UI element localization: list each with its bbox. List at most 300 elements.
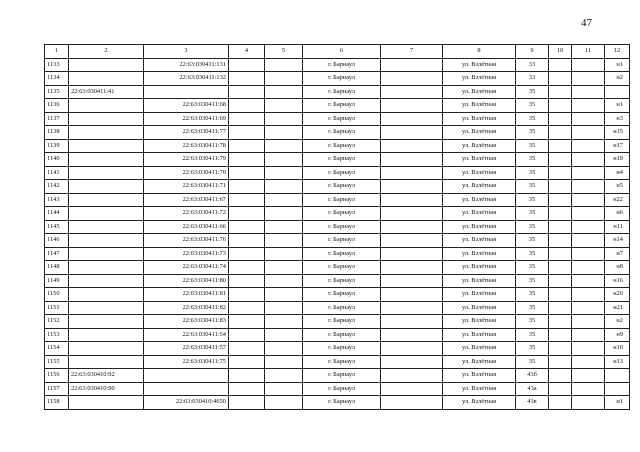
col5-cell <box>265 99 303 113</box>
premises-number-cell <box>605 369 630 383</box>
premises-number-cell: н20 <box>605 288 630 302</box>
col4-cell <box>229 153 265 167</box>
col7-cell <box>381 274 443 288</box>
row-number-cell: 1152 <box>45 315 69 329</box>
house-number-cell: 35 <box>516 274 549 288</box>
table-row <box>45 112 630 126</box>
parcel-number-cell: 22:63:030410:92 <box>69 369 144 383</box>
city-cell: г. Барнаул <box>303 166 381 180</box>
street-cell: ул. Взлётная <box>443 328 516 342</box>
object-number-cell: 22:63:030411:76 <box>144 234 229 248</box>
parcel-number-cell <box>69 180 144 194</box>
col7-cell <box>381 220 443 234</box>
col7-cell <box>381 396 443 410</box>
object-number-cell: 22:63:030411:54 <box>144 328 229 342</box>
parcel-number-cell <box>69 234 144 248</box>
col11-cell <box>572 301 605 315</box>
street-cell: ул. Взлётная <box>443 342 516 356</box>
table-row <box>45 85 630 99</box>
col7-cell <box>381 85 443 99</box>
col7-cell <box>381 301 443 315</box>
col7-cell <box>381 342 443 356</box>
col5-cell <box>265 180 303 194</box>
col10-cell <box>549 58 572 72</box>
parcel-number-cell <box>69 301 144 315</box>
col7-cell <box>381 72 443 86</box>
street-cell: ул. Взлётная <box>443 112 516 126</box>
house-number-cell: 35 <box>516 207 549 221</box>
premises-number-cell: н1 <box>605 396 630 410</box>
col5-cell <box>265 288 303 302</box>
col5-cell <box>265 396 303 410</box>
table-row <box>45 180 630 194</box>
object-number-cell: 22:63:030411:74 <box>144 261 229 275</box>
object-number-cell: 22:63:030411:57 <box>144 342 229 356</box>
column-header: 12 <box>605 45 630 59</box>
col10-cell <box>549 166 572 180</box>
city-cell: г. Барнаул <box>303 85 381 99</box>
col7-cell <box>381 166 443 180</box>
col4-cell <box>229 355 265 369</box>
col4-cell <box>229 180 265 194</box>
parcel-number-cell <box>69 261 144 275</box>
col4-cell <box>229 301 265 315</box>
table-row <box>45 328 630 342</box>
col11-cell <box>572 153 605 167</box>
col10-cell <box>549 288 572 302</box>
col5-cell <box>265 207 303 221</box>
parcel-number-cell <box>69 274 144 288</box>
col4-cell <box>229 288 265 302</box>
street-cell: ул. Взлётная <box>443 234 516 248</box>
column-header: 2 <box>69 45 144 59</box>
col5-cell <box>265 112 303 126</box>
col11-cell <box>572 166 605 180</box>
premises-number-cell: н13 <box>605 355 630 369</box>
col5-cell <box>265 301 303 315</box>
col7-cell <box>381 382 443 396</box>
registry-table <box>44 44 630 410</box>
table-row <box>45 247 630 261</box>
row-number-cell: 1149 <box>45 274 69 288</box>
col4-cell <box>229 85 265 99</box>
col10-cell <box>549 301 572 315</box>
table-row <box>45 355 630 369</box>
house-number-cell: 35 <box>516 112 549 126</box>
table-row <box>45 166 630 180</box>
row-number-cell: 1143 <box>45 193 69 207</box>
col7-cell <box>381 315 443 329</box>
city-cell: г. Барнаул <box>303 247 381 261</box>
col11-cell <box>572 288 605 302</box>
col10-cell <box>549 139 572 153</box>
parcel-number-cell <box>69 72 144 86</box>
city-cell: г. Барнаул <box>303 328 381 342</box>
house-number-cell: 35 <box>516 180 549 194</box>
parcel-number-cell: 22:63:030410:90 <box>69 382 144 396</box>
col11-cell <box>572 207 605 221</box>
col4-cell <box>229 396 265 410</box>
col5-cell <box>265 166 303 180</box>
house-number-cell: 35 <box>516 234 549 248</box>
col5-cell <box>265 342 303 356</box>
col11-cell <box>572 72 605 86</box>
col4-cell <box>229 369 265 383</box>
city-cell: г. Барнаул <box>303 193 381 207</box>
col10-cell <box>549 153 572 167</box>
col5-cell <box>265 369 303 383</box>
house-number-cell: 35 <box>516 220 549 234</box>
row-number-cell: 1137 <box>45 112 69 126</box>
object-number-cell: 22:63:030411:75 <box>144 355 229 369</box>
city-cell: г. Барнаул <box>303 315 381 329</box>
col4-cell <box>229 382 265 396</box>
col5-cell <box>265 72 303 86</box>
parcel-number-cell <box>69 58 144 72</box>
table-row <box>45 153 630 167</box>
col10-cell <box>549 234 572 248</box>
parcel-number-cell <box>69 288 144 302</box>
table-row <box>45 288 630 302</box>
col5-cell <box>265 261 303 275</box>
parcel-number-cell <box>69 126 144 140</box>
premises-number-cell: н19 <box>605 153 630 167</box>
row-number-cell: 1150 <box>45 288 69 302</box>
col4-cell <box>229 261 265 275</box>
col4-cell <box>229 72 265 86</box>
col11-cell <box>572 247 605 261</box>
object-number-cell: 22:63:030411:79 <box>144 153 229 167</box>
city-cell: г. Барнаул <box>303 112 381 126</box>
col7-cell <box>381 58 443 72</box>
premises-number-cell: н4 <box>605 166 630 180</box>
house-number-cell: 35 <box>516 328 549 342</box>
premises-number-cell: н6 <box>605 207 630 221</box>
row-number-cell: 1153 <box>45 328 69 342</box>
city-cell: г. Барнаул <box>303 288 381 302</box>
row-number-cell: 1148 <box>45 261 69 275</box>
col11-cell <box>572 382 605 396</box>
col10-cell <box>549 72 572 86</box>
object-number-cell: 22:63:030410:4650 <box>144 396 229 410</box>
column-header: 1 <box>45 45 69 59</box>
col10-cell <box>549 85 572 99</box>
col7-cell <box>381 153 443 167</box>
col10-cell <box>549 220 572 234</box>
col11-cell <box>572 234 605 248</box>
house-number-cell: 35 <box>516 301 549 315</box>
row-number-cell: 1154 <box>45 342 69 356</box>
object-number-cell <box>144 382 229 396</box>
premises-number-cell: н16 <box>605 274 630 288</box>
col4-cell <box>229 247 265 261</box>
street-cell: ул. Взлётная <box>443 99 516 113</box>
col10-cell <box>549 274 572 288</box>
city-cell: г. Барнаул <box>303 99 381 113</box>
street-cell: ул. Взлётная <box>443 220 516 234</box>
table-body <box>45 58 630 409</box>
city-cell: г. Барнаул <box>303 72 381 86</box>
city-cell: г. Барнаул <box>303 126 381 140</box>
street-cell: ул. Взлётная <box>443 126 516 140</box>
street-cell: ул. Взлётная <box>443 85 516 99</box>
col11-cell <box>572 193 605 207</box>
house-number-cell: 35 <box>516 166 549 180</box>
column-header: 6 <box>303 45 381 59</box>
street-cell: ул. Взлётная <box>443 58 516 72</box>
city-cell: г. Барнаул <box>303 58 381 72</box>
col4-cell <box>229 342 265 356</box>
object-number-cell: 22:63:030411:132 <box>144 72 229 86</box>
house-number-cell: 35 <box>516 139 549 153</box>
house-number-cell: 33 <box>516 72 549 86</box>
col4-cell <box>229 328 265 342</box>
row-number-cell: 1158 <box>45 396 69 410</box>
col10-cell <box>549 382 572 396</box>
street-cell: ул. Взлётная <box>443 261 516 275</box>
col11-cell <box>572 315 605 329</box>
col11-cell <box>572 85 605 99</box>
row-number-cell: 1141 <box>45 166 69 180</box>
col4-cell <box>229 58 265 72</box>
col10-cell <box>549 328 572 342</box>
house-number-cell: 35 <box>516 85 549 99</box>
house-number-cell: 35 <box>516 342 549 356</box>
table-row <box>45 207 630 221</box>
table-row <box>45 99 630 113</box>
object-number-cell: 22:63:030411:78 <box>144 139 229 153</box>
col7-cell <box>381 261 443 275</box>
object-number-cell: 22:63:030411:73 <box>144 247 229 261</box>
table-row <box>45 139 630 153</box>
row-number-cell: 1157 <box>45 382 69 396</box>
premises-number-cell: н21 <box>605 301 630 315</box>
table-row <box>45 382 630 396</box>
col11-cell <box>572 99 605 113</box>
premises-number-cell: н1 <box>605 58 630 72</box>
col5-cell <box>265 382 303 396</box>
table-row <box>45 234 630 248</box>
col5-cell <box>265 193 303 207</box>
column-header: 5 <box>265 45 303 59</box>
house-number-cell: 35 <box>516 99 549 113</box>
col4-cell <box>229 193 265 207</box>
parcel-number-cell: 22:63:030411:41 <box>69 85 144 99</box>
city-cell: г. Барнаул <box>303 234 381 248</box>
premises-number-cell: н14 <box>605 234 630 248</box>
table-row <box>45 301 630 315</box>
col4-cell <box>229 220 265 234</box>
parcel-number-cell <box>69 99 144 113</box>
col5-cell <box>265 58 303 72</box>
col10-cell <box>549 342 572 356</box>
row-number-cell: 1140 <box>45 153 69 167</box>
col10-cell <box>549 247 572 261</box>
parcel-number-cell <box>69 355 144 369</box>
street-cell: ул. Взлётная <box>443 193 516 207</box>
parcel-number-cell <box>69 315 144 329</box>
premises-number-cell <box>605 85 630 99</box>
table-row <box>45 342 630 356</box>
col10-cell <box>549 396 572 410</box>
parcel-number-cell <box>69 342 144 356</box>
street-cell: ул. Взлётная <box>443 396 516 410</box>
col5-cell <box>265 153 303 167</box>
row-number-cell: 1147 <box>45 247 69 261</box>
object-number-cell: 22:63:030411:69 <box>144 112 229 126</box>
city-cell: г. Барнаул <box>303 207 381 221</box>
col4-cell <box>229 126 265 140</box>
col7-cell <box>381 139 443 153</box>
row-number-cell: 1139 <box>45 139 69 153</box>
column-header: 3 <box>144 45 229 59</box>
row-number-cell: 1136 <box>45 99 69 113</box>
row-number-cell: 1156 <box>45 369 69 383</box>
col4-cell <box>229 112 265 126</box>
col7-cell <box>381 288 443 302</box>
col7-cell <box>381 126 443 140</box>
col7-cell <box>381 369 443 383</box>
row-number-cell: 1151 <box>45 301 69 315</box>
col5-cell <box>265 274 303 288</box>
column-header: 8 <box>443 45 516 59</box>
row-number-cell: 1155 <box>45 355 69 369</box>
city-cell: г. Барнаул <box>303 153 381 167</box>
street-cell: ул. Взлётная <box>443 72 516 86</box>
parcel-number-cell <box>69 220 144 234</box>
col11-cell <box>572 261 605 275</box>
col11-cell <box>572 112 605 126</box>
object-number-cell <box>144 369 229 383</box>
object-number-cell: 22:63:030411:71 <box>144 180 229 194</box>
col11-cell <box>572 274 605 288</box>
col7-cell <box>381 207 443 221</box>
col11-cell <box>572 342 605 356</box>
object-number-cell: 22:63:030411:68 <box>144 99 229 113</box>
col11-cell <box>572 139 605 153</box>
col4-cell <box>229 139 265 153</box>
city-cell: г. Барнаул <box>303 139 381 153</box>
parcel-number-cell <box>69 112 144 126</box>
premises-number-cell: н3 <box>605 112 630 126</box>
col5-cell <box>265 139 303 153</box>
house-number-cell: 35 <box>516 261 549 275</box>
parcel-number-cell <box>69 247 144 261</box>
premises-number-cell: н5 <box>605 180 630 194</box>
premises-number-cell: н2 <box>605 315 630 329</box>
premises-number-cell: н8 <box>605 261 630 275</box>
object-number-cell <box>144 85 229 99</box>
city-cell: г. Барнаул <box>303 274 381 288</box>
table-row <box>45 396 630 410</box>
col10-cell <box>549 112 572 126</box>
col10-cell <box>549 261 572 275</box>
object-number-cell: 22:63:030411:66 <box>144 220 229 234</box>
street-cell: ул. Взлётная <box>443 166 516 180</box>
col4-cell <box>229 234 265 248</box>
col4-cell <box>229 315 265 329</box>
object-number-cell: 22:63:030411:67 <box>144 193 229 207</box>
house-number-cell: 35 <box>516 126 549 140</box>
row-number-cell: 1138 <box>45 126 69 140</box>
house-number-cell: 43а <box>516 382 549 396</box>
house-number-cell: 35 <box>516 355 549 369</box>
street-cell: ул. Взлётная <box>443 153 516 167</box>
parcel-number-cell <box>69 207 144 221</box>
premises-number-cell: н9 <box>605 328 630 342</box>
city-cell: г. Барнаул <box>303 342 381 356</box>
city-cell: г. Барнаул <box>303 382 381 396</box>
col11-cell <box>572 126 605 140</box>
house-number-cell: 43в <box>516 396 549 410</box>
street-cell: ул. Взлётная <box>443 139 516 153</box>
parcel-number-cell <box>69 166 144 180</box>
house-number-cell: 35 <box>516 315 549 329</box>
city-cell: г. Барнаул <box>303 261 381 275</box>
col7-cell <box>381 355 443 369</box>
object-number-cell: 22:63:030411:77 <box>144 126 229 140</box>
row-number-cell: 1133 <box>45 58 69 72</box>
table-row <box>45 126 630 140</box>
col10-cell <box>549 315 572 329</box>
premises-number-cell: н15 <box>605 126 630 140</box>
city-cell: г. Барнаул <box>303 301 381 315</box>
street-cell: ул. Взлётная <box>443 288 516 302</box>
col4-cell <box>229 274 265 288</box>
column-header: 9 <box>516 45 549 59</box>
col11-cell <box>572 220 605 234</box>
parcel-number-cell <box>69 328 144 342</box>
table-row <box>45 369 630 383</box>
col7-cell <box>381 193 443 207</box>
col10-cell <box>549 355 572 369</box>
street-cell: ул. Взлётная <box>443 207 516 221</box>
col5-cell <box>265 247 303 261</box>
object-number-cell: 22:63:030411:72 <box>144 207 229 221</box>
col10-cell <box>549 207 572 221</box>
row-number-cell: 1145 <box>45 220 69 234</box>
premises-number-cell: н22 <box>605 193 630 207</box>
column-header: 7 <box>381 45 443 59</box>
col7-cell <box>381 99 443 113</box>
premises-number-cell: н7 <box>605 247 630 261</box>
city-cell: г. Барнаул <box>303 180 381 194</box>
street-cell: ул. Взлётная <box>443 274 516 288</box>
premises-number-cell: н1 <box>605 99 630 113</box>
city-cell: г. Барнаул <box>303 355 381 369</box>
city-cell: г. Барнаул <box>303 369 381 383</box>
col10-cell <box>549 126 572 140</box>
col5-cell <box>265 234 303 248</box>
row-number-cell: 1142 <box>45 180 69 194</box>
col11-cell <box>572 396 605 410</box>
col4-cell <box>229 99 265 113</box>
col10-cell <box>549 180 572 194</box>
col4-cell <box>229 207 265 221</box>
parcel-number-cell <box>69 153 144 167</box>
column-header: 4 <box>229 45 265 59</box>
col11-cell <box>572 328 605 342</box>
parcel-number-cell <box>69 139 144 153</box>
column-header: 11 <box>572 45 605 59</box>
object-number-cell: 22:63:030411:80 <box>144 274 229 288</box>
header-row <box>45 45 630 59</box>
city-cell: г. Барнаул <box>303 396 381 410</box>
col7-cell <box>381 234 443 248</box>
premises-number-cell: н11 <box>605 220 630 234</box>
col4-cell <box>229 166 265 180</box>
house-number-cell: 35 <box>516 193 549 207</box>
